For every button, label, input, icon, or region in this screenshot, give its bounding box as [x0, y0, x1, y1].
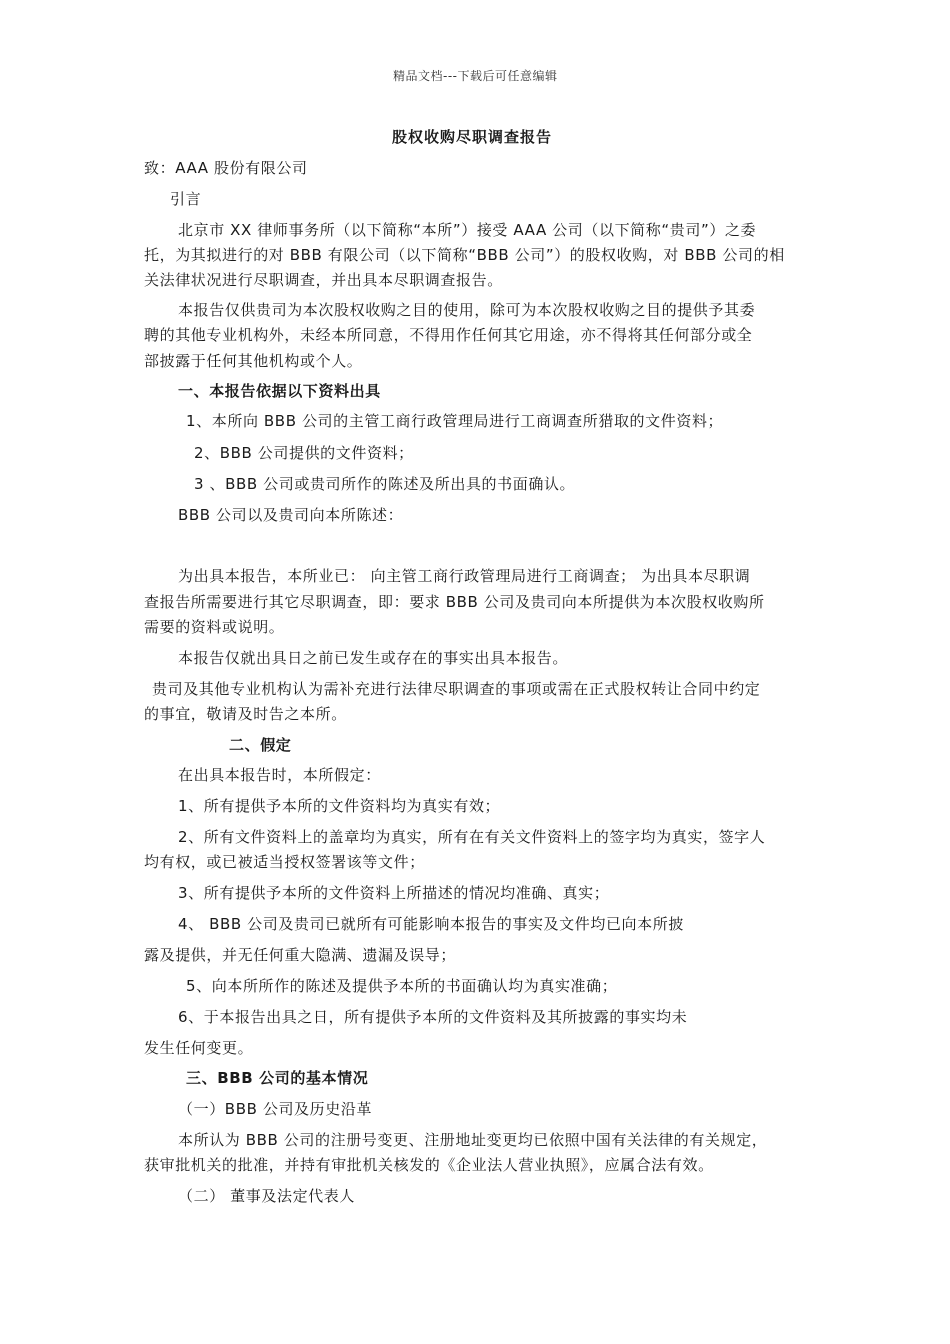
usage-line: 部披露于任何其他机构或个人。 — [144, 352, 363, 370]
intro-line: 托，为其拟进行的对 BBB 有限公司（以下简称“BBB 公司”）的股权收购，对 BBB 公司的相 — [144, 246, 785, 264]
section1-item: 2、BBB 公司提供的文件资料； — [194, 444, 414, 462]
section3-body: 本所认为 BBB 公司的注册号变更、注册地址变更均已依照中国有关法律的有关规定， — [178, 1131, 768, 1149]
addressee: 致：AAA 股份有限公司 — [144, 159, 308, 177]
work-line: 查报告所需要进行其它尽职调查，即：要求 BBB 公司及贵司向本所提供为本次股权收购所 — [144, 593, 765, 611]
work-line: 需要的资料或说明。 — [144, 618, 285, 636]
section3-heading: 三、BBB 公司的基本情况 — [186, 1069, 369, 1087]
section3-body: 获审批机关的批准，并持有审批机关核发的《企业法人营业执照》，应属合法有效。 — [144, 1156, 714, 1174]
section2-heading: 二、假定 — [229, 736, 292, 754]
supplement-line: 贵司及其他专业机构认为需补充进行法律尽职调查的事项或需在正式股权转让合同中约定 — [152, 680, 761, 698]
usage-line: 本报告仅供贵司为本次股权收购之目的使用，除可为本次股权收购之目的提供予其委 — [178, 301, 756, 319]
section2-lead: 在出具本报告时，本所假定： — [178, 766, 381, 784]
intro-line: 北京市 XX 律师事务所（以下简称“本所”）接受 AAA 公司（以下简称“贵司”）之委 — [178, 221, 757, 239]
section1-item: 3 、BBB 公司或贵司所作的陈述及所出具的书面确认。 — [194, 475, 576, 493]
section1-item: 1、本所向 BBB 公司的主管工商行政管理局进行工商调查所猎取的文件资料； — [186, 412, 724, 430]
assumption-6: 6、于本报告出具之日，所有提供予本所的文件资料及其所披露的事实均未 — [178, 1008, 688, 1026]
assumption-2: 均有权，或已被适当授权签署该等文件； — [144, 853, 425, 871]
usage-line: 聘的其他专业机构外，未经本所同意，不得用作任何其它用途，亦不得将其任何部分或全 — [144, 326, 753, 344]
intro-line: 关法律状况进行尽职调查，并出具本尽职调查报告。 — [144, 271, 503, 289]
assumption-4: 4、 BBB 公司及贵司已就所有可能影响本报告的事实及文件均已向本所披 — [178, 915, 684, 933]
section3-subheading: （二） 董事及法定代表人 — [178, 1187, 355, 1205]
section3-subheading: （一）BBB 公司及历史沿革 — [178, 1100, 373, 1118]
assumption-4: 露及提供，并无任何重大隐满、遗漏及误导； — [144, 946, 457, 964]
assumption-2: 2、所有文件资料上的盖章均为真实，所有在有关文件资料上的签字均为真实，签字人 — [178, 828, 766, 846]
assumption-1: 1、所有提供予本所的文件资料均为真实有效； — [178, 797, 501, 815]
work-line: 为出具本报告，本所业已： 向主管工商行政管理局进行工商调查； 为出具本尽职调 — [178, 567, 751, 585]
page-header: 精品文档---下载后可任意编辑 — [393, 69, 558, 83]
scope-line: 本报告仅就出具日之前已发生或存在的事实出具本报告。 — [178, 649, 569, 667]
supplement-line: 的事宜，敬请及时告之本所。 — [144, 705, 347, 723]
assumption-5: 5、向本所所作的陈述及提供予本所的书面确认均为真实准确； — [186, 977, 618, 995]
assumption-6: 发生任何变更。 — [144, 1039, 254, 1057]
document-title: 股权收购尽职调查报告 — [392, 128, 553, 146]
section1-heading: 一、本报告依据以下资料出具 — [178, 382, 381, 400]
assumption-3: 3、所有提供予本所的文件资料上所描述的情况均准确、真实； — [178, 884, 610, 902]
intro-heading: 引言 — [170, 190, 202, 208]
section1-statement: BBB 公司以及贵司向本所陈述： — [178, 506, 404, 524]
